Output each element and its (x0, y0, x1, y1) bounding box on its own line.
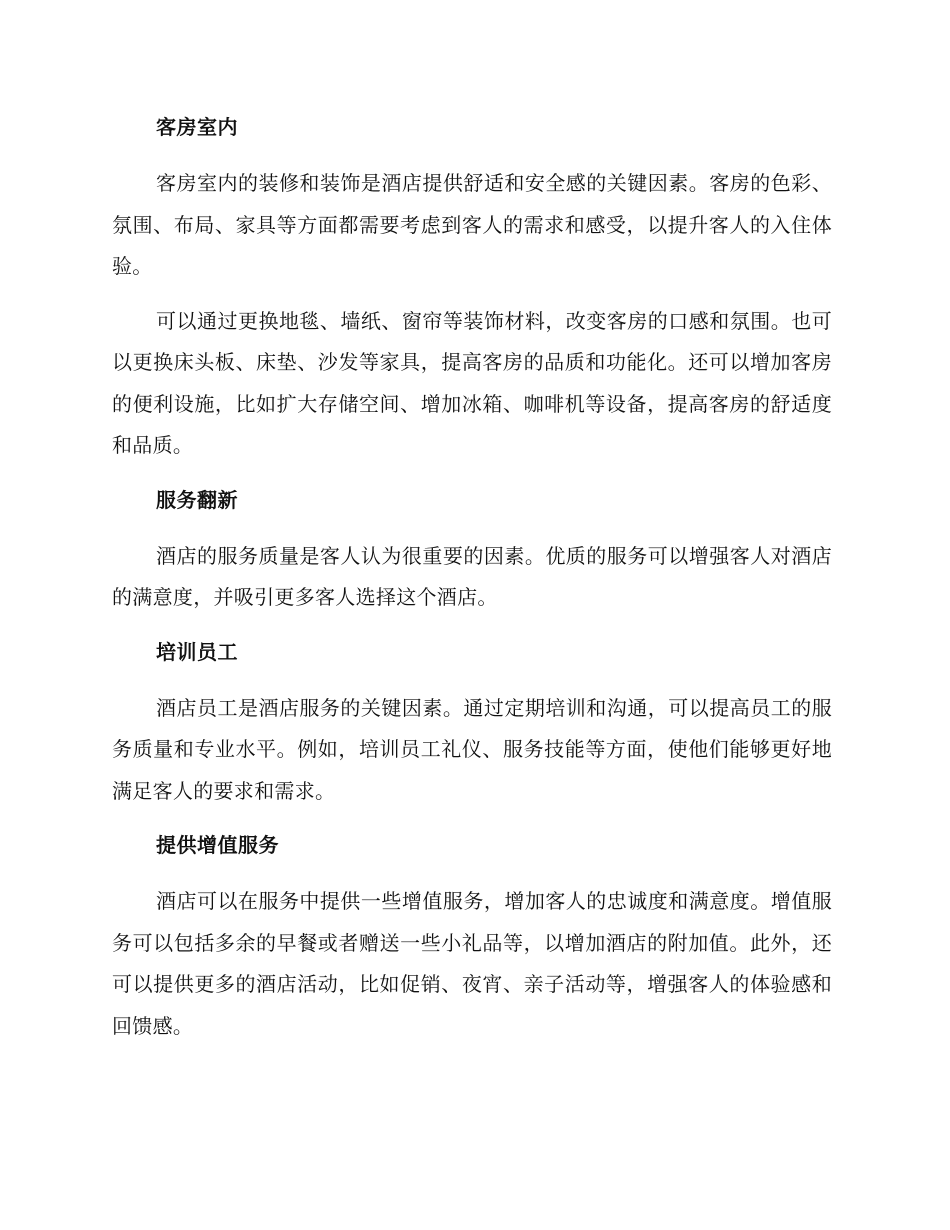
paragraph-value-added-services-1: 酒店可以在服务中提供一些增值服务，增加客人的忠诚度和满意度。增值服务可以包括多余的早餐或者赠送一些小礼品等，以增加酒店的附加值。此外，还可以提供更多的酒店活动，比如促销、夜宵、亲子活动等，增强客人的体验感和回馈感。 (112, 889, 832, 1038)
paragraph-service-renewal-1: 酒店的服务质量是客人认为很重要的因素。优质的服务可以增强客人对酒店的满意度，并吸引更多客人选择这个酒店。 (112, 543, 832, 609)
section-heading-value-added-services: 提供增值服务 (156, 833, 279, 857)
section-heading-room-interior: 客房室内 (156, 115, 238, 139)
paragraph-room-interior-2: 可以通过更换地毯、墙纸、窗帘等装饰材料，改变客房的口感和氛围。也可以更换床头板、床垫、沙发等家具，提高客房的品质和功能化。还可以增加客房的便利设施，比如扩大存储空间、增加冰箱、咖啡机等设备，提高客房的舒适度和品质。 (112, 308, 832, 457)
paragraph-room-interior-1: 客房室内的装修和装饰是酒店提供舒适和安全感的关键因素。客房的色彩、氛围、布局、家具等方面都需要考虑到客人的需求和感受，以提升客人的入住体验。 (112, 171, 832, 278)
paragraph-staff-training-1: 酒店员工是酒店服务的关键因素。通过定期培训和沟通，可以提高员工的服务质量和专业水平。例如，培训员工礼仪、服务技能等方面，使他们能够更好地满足客人的要求和需求。 (112, 695, 832, 803)
document-page (112, 105, 832, 1047)
section-heading-staff-training: 培训员工 (156, 639, 238, 664)
section-heading-service-renewal: 服务翻新 (156, 487, 238, 512)
